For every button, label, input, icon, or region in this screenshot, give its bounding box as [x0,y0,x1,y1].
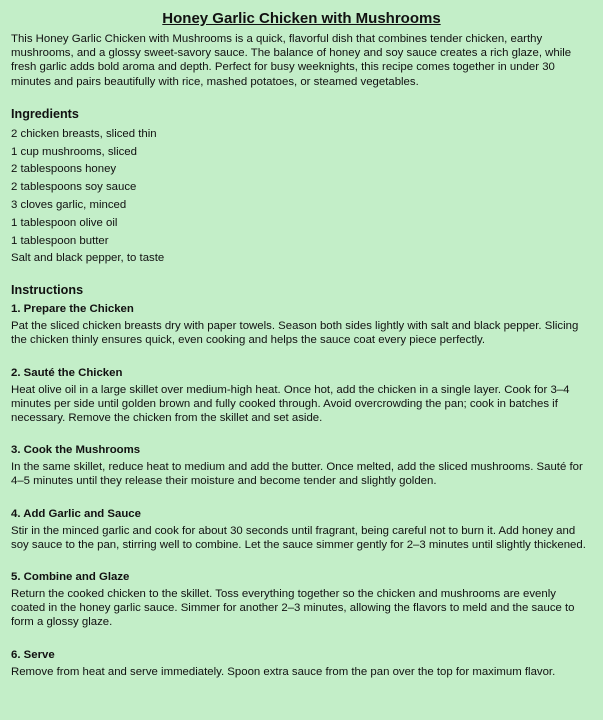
instruction-step [11,302,592,347]
step-body: Stir in the minced garlic and cook for about 30 seconds until fragrant, being careful not to burn it. Add honey and soy sauce to the pan, stirring well to combine. Let the sauce simmer gently for 2–3 minutes until slightly thickened. [11,524,586,551]
instruction-step [11,570,592,630]
ingredient-item: 1 tablespoon olive oil [11,216,118,229]
step-body: Return the cooked chicken to the skillet. Toss everything together so the chicken and mushrooms are evenly coated in the honey garlic sauce. Simmer for another 2–3 minutes, allowing the flavors to meld and the sauce to form a glossy glaze. [11,588,575,629]
step-title: 5. Combine and Glaze [11,571,130,584]
step-title: 2. Sauté the Chicken [11,366,123,379]
step-title: 1. Prepare the Chicken [11,303,134,316]
ingredients-heading: Ingredients [11,106,79,121]
recipe-intro: This Honey Garlic Chicken with Mushrooms is a quick, flavorful dish that combines tender chicken, earthy mushrooms, and a glossy sweet-savory sauce. The balance of honey and soy sauce creates a rich glaze, while fresh garlic adds bold aroma and depth. Perfect for busy weeknights, this recipe comes together in under 30 minutes and pairs beautifully with rice, mashed potatoes, or steamed vegetables. [11,33,572,88]
step-body: In the same skillet, reduce heat to medium and add the butter. Once melted, add the sliced mushrooms. Sauté for 4–5 minutes until they release their moisture and become tender and slightly golden. [11,461,583,488]
instruction-step [11,443,592,488]
instructions-heading: Instructions [11,283,84,298]
step-body: Pat the sliced chicken breasts dry with paper towels. Season both sides lightly with salt and black pepper. Slicing the chicken thinly ensures quick, even cooking and helps the sauce coat every piece perfectly. [11,320,579,347]
step-title: 3. Cook the Mushrooms [11,444,141,457]
step-body: Heat olive oil in a large skillet over medium-high heat. Once hot, add the chicken in a single layer. Cook for 3–4 minutes per side until golden brown and fully cooked through. Avoid overcrowding the pan; cook in batches if necessary. Remove the chicken from the skillet and set aside. [11,383,570,424]
ingredient-item: 1 cup mushrooms, sliced [11,145,137,158]
ingredient-item: Salt and black pepper, to taste [11,252,165,265]
step-title: 6. Serve [11,648,55,661]
ingredient-item: 1 tablespoon butter [11,234,109,247]
ingredients-list [11,126,592,268]
step-title: 4. Add Garlic and Sauce [11,507,141,520]
ingredient-item: 2 chicken breasts, sliced thin [11,127,157,140]
step-body: Remove from heat and serve immediately. Spoon extra sauce from the pan over the top for maximum flavor. [11,665,556,678]
recipe-title: Honey Garlic Chicken with Mushrooms [162,10,441,27]
ingredient-item: 2 tablespoons honey [11,163,117,176]
instruction-step [11,648,592,679]
ingredient-item: 3 cloves garlic, minced [11,199,127,211]
instruction-step [11,507,592,552]
ingredient-item: 2 tablespoons soy sauce [11,181,137,194]
instruction-step [11,366,592,426]
